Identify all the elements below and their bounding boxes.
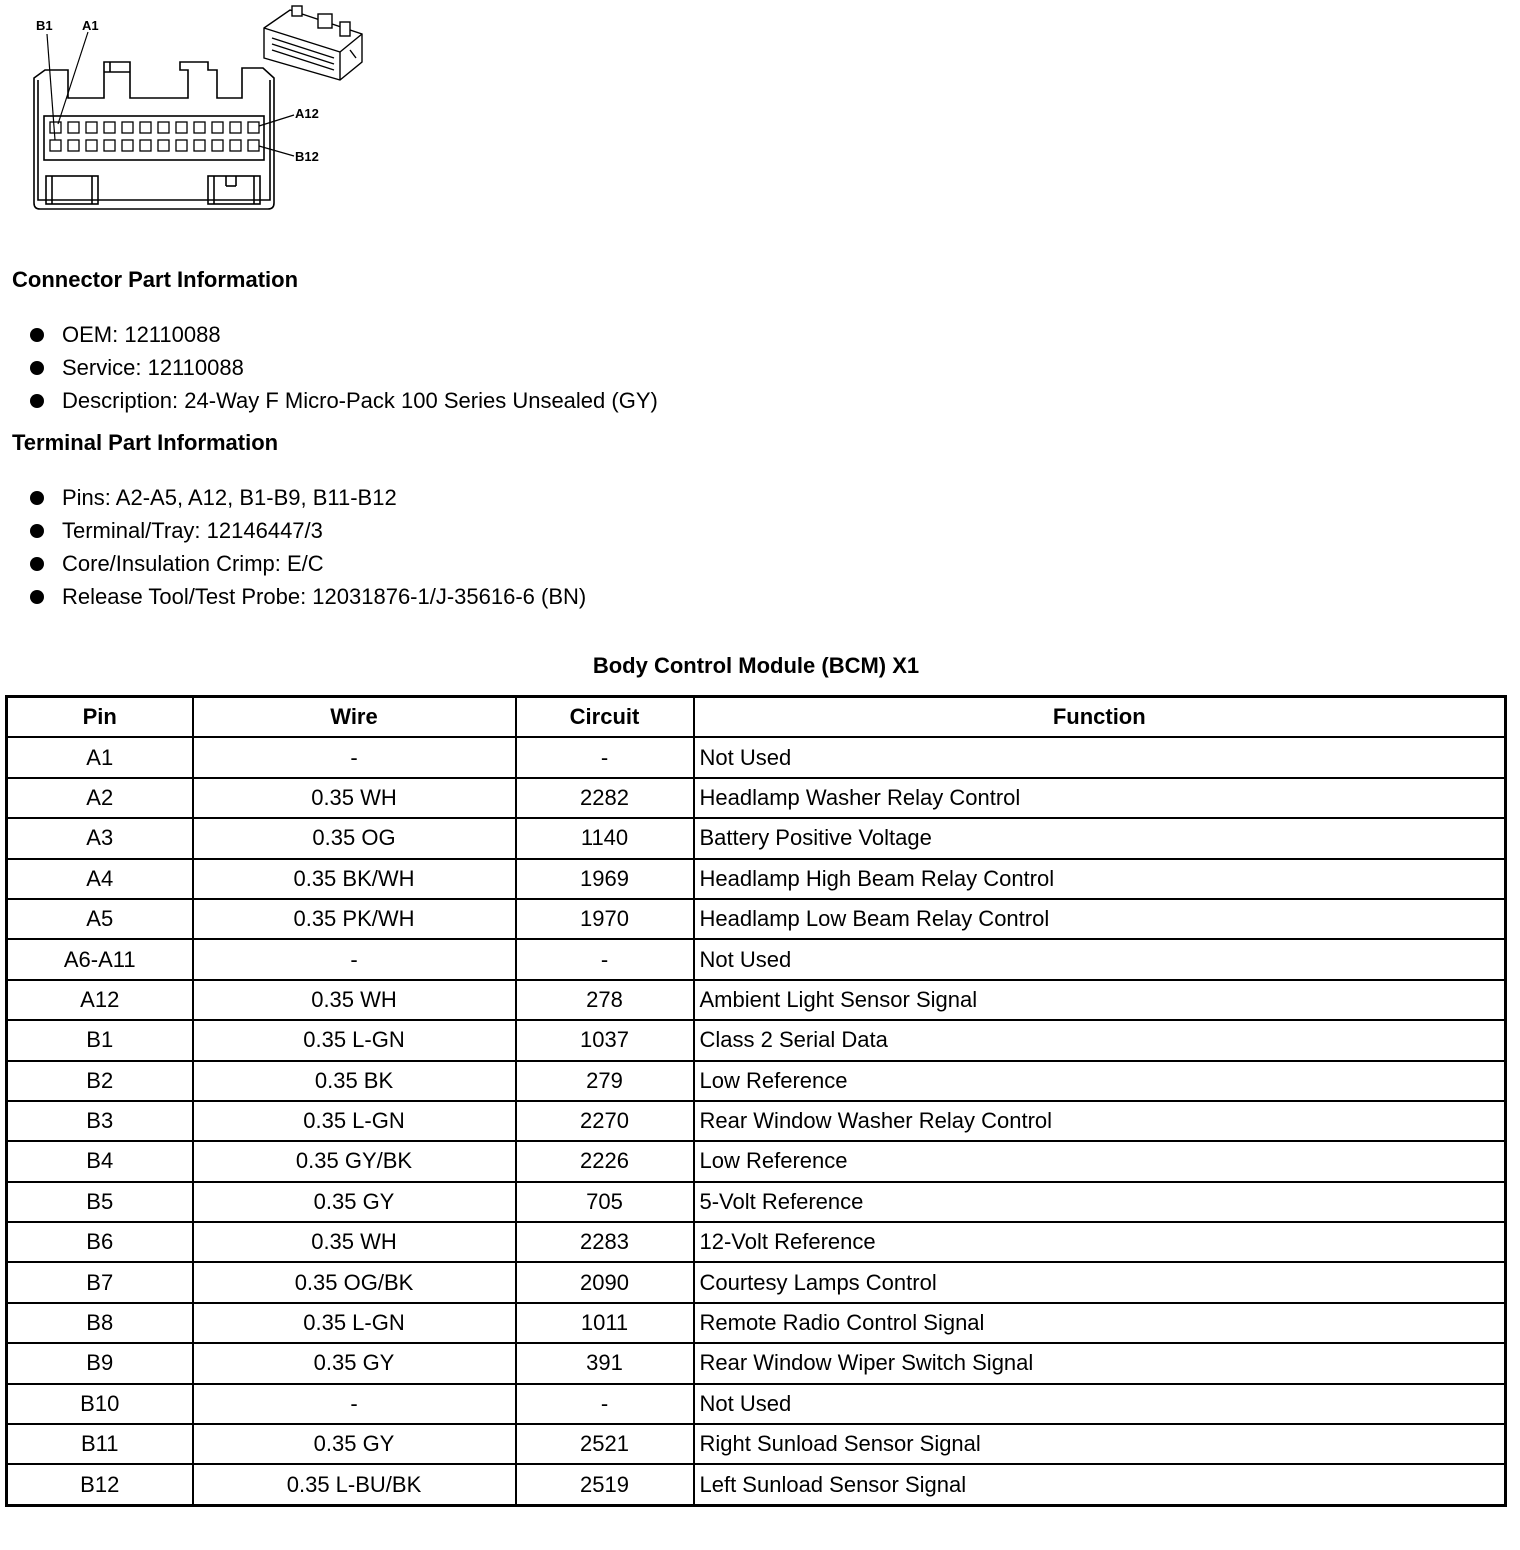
table-row [7, 1262, 1506, 1302]
pin-cell: B1 [7, 1020, 193, 1060]
pin-cell: B2 [7, 1061, 193, 1101]
column-header-pin: Pin [7, 697, 193, 738]
function-cell: 5-Volt Reference [694, 1182, 1506, 1222]
wire-cell: 0.35 GY [193, 1182, 516, 1222]
wire-cell: 0.35 PK/WH [193, 899, 516, 939]
pin-cell: A5 [7, 899, 193, 939]
table-row [7, 1464, 1506, 1505]
table-row [7, 1182, 1506, 1222]
pin-cell: A1 [7, 737, 193, 777]
function-cell: Rear Window Washer Relay Control [694, 1101, 1506, 1141]
pin-label-a12: A12 [295, 106, 319, 121]
table-row [7, 1020, 1506, 1060]
column-header-function: Function [694, 697, 1506, 738]
function-cell: Not Used [694, 939, 1506, 979]
function-cell: Left Sunload Sensor Signal [694, 1464, 1506, 1505]
connector-part-info-heading: Connector Part Information [12, 267, 299, 292]
circuit-cell: 705 [516, 1182, 694, 1222]
pin-cell: B11 [7, 1424, 193, 1464]
list-item: Service: 12110088 [28, 351, 658, 384]
table-row [7, 818, 1506, 858]
circuit-cell: 2521 [516, 1424, 694, 1464]
circuit-cell: 1970 [516, 899, 694, 939]
function-cell: Low Reference [694, 1061, 1506, 1101]
connector-3d-thumbnail [264, 6, 362, 80]
pin-label-a1: A1 [82, 18, 99, 33]
bullet-icon [30, 491, 44, 505]
table-row [7, 1101, 1506, 1141]
terminal-part-info-list [28, 481, 586, 613]
circuit-cell: 1969 [516, 859, 694, 899]
pin-label-b1: B1 [36, 18, 53, 33]
table-row [7, 1303, 1506, 1343]
function-cell: 12-Volt Reference [694, 1222, 1506, 1262]
table-row [7, 1222, 1506, 1262]
circuit-cell: 2519 [516, 1464, 694, 1505]
pin-cell: A12 [7, 980, 193, 1020]
wire-cell: 0.35 GY/BK [193, 1141, 516, 1181]
column-header-wire: Wire [193, 697, 516, 738]
circuit-cell: 2270 [516, 1101, 694, 1141]
list-item: Pins: A2-A5, A12, B1-B9, B11-B12 [28, 481, 586, 514]
pin-cell: A2 [7, 778, 193, 818]
list-item: Release Tool/Test Probe: 12031876-1/J-35616-6 (BN) [28, 580, 586, 613]
pin-cell: B3 [7, 1101, 193, 1141]
list-item: Core/Insulation Crimp: E/C [28, 547, 586, 580]
wire-cell: - [193, 1384, 516, 1424]
circuit-cell: 391 [516, 1343, 694, 1383]
function-cell: Remote Radio Control Signal [694, 1303, 1506, 1343]
pin-cavity-row-b [50, 140, 259, 151]
function-cell: Courtesy Lamps Control [694, 1262, 1506, 1302]
pin-cell: B8 [7, 1303, 193, 1343]
connector-body [34, 62, 274, 209]
circuit-cell: 279 [516, 1061, 694, 1101]
list-item: Terminal/Tray: 12146447/3 [28, 514, 586, 547]
pin-cell: B12 [7, 1464, 193, 1505]
list-item: Description: 24-Way F Micro-Pack 100 Series Unsealed (GY) [28, 384, 658, 417]
wire-cell: 0.35 L-GN [193, 1020, 516, 1060]
pin-table [5, 695, 1507, 1507]
function-cell: Not Used [694, 1384, 1506, 1424]
circuit-cell: 1140 [516, 818, 694, 858]
pin-cell: B10 [7, 1384, 193, 1424]
connector-part-info-list [28, 318, 658, 417]
table-row [7, 1424, 1506, 1464]
table-row [7, 1384, 1506, 1424]
column-header-circuit: Circuit [516, 697, 694, 738]
circuit-cell: - [516, 939, 694, 979]
pin-table-title: Body Control Module (BCM) X1 [592, 653, 920, 678]
connector-face-diagram [0, 0, 400, 230]
pin-cell: A3 [7, 818, 193, 858]
table-row [7, 1061, 1506, 1101]
function-cell: Class 2 Serial Data [694, 1020, 1506, 1060]
list-item: OEM: 12110088 [28, 318, 658, 351]
table-row [7, 939, 1506, 979]
wire-cell: 0.35 BK [193, 1061, 516, 1101]
pin-cell: B5 [7, 1182, 193, 1222]
circuit-cell: - [516, 1384, 694, 1424]
table-row [7, 859, 1506, 899]
table-header-row [7, 697, 1506, 738]
function-cell: Not Used [694, 737, 1506, 777]
bullet-icon [30, 361, 44, 375]
wire-cell: 0.35 BK/WH [193, 859, 516, 899]
wire-cell: - [193, 939, 516, 979]
bullet-icon [30, 590, 44, 604]
bullet-icon [30, 328, 44, 342]
circuit-cell: 278 [516, 980, 694, 1020]
wire-cell: 0.35 WH [193, 1222, 516, 1262]
wire-cell: 0.35 L-BU/BK [193, 1464, 516, 1505]
circuit-cell: - [516, 737, 694, 777]
wire-cell: 0.35 L-GN [193, 1303, 516, 1343]
wire-cell: 0.35 WH [193, 980, 516, 1020]
pin-cell: B9 [7, 1343, 193, 1383]
circuit-cell: 2283 [516, 1222, 694, 1262]
table-row [7, 1343, 1506, 1383]
wire-cell: 0.35 WH [193, 778, 516, 818]
pin-cavity-row-a [50, 122, 259, 133]
function-cell: Right Sunload Sensor Signal [694, 1424, 1506, 1464]
function-cell: Headlamp Low Beam Relay Control [694, 899, 1506, 939]
function-cell: Battery Positive Voltage [694, 818, 1506, 858]
circuit-cell: 2090 [516, 1262, 694, 1302]
pin-cell: A6-A11 [7, 939, 193, 979]
circuit-cell: 1011 [516, 1303, 694, 1343]
table-row [7, 1141, 1506, 1181]
circuit-cell: 2282 [516, 778, 694, 818]
function-cell: Ambient Light Sensor Signal [694, 980, 1506, 1020]
wire-cell: 0.35 OG/BK [193, 1262, 516, 1302]
function-cell: Low Reference [694, 1141, 1506, 1181]
circuit-cell: 2226 [516, 1141, 694, 1181]
pin-label-b12: B12 [295, 149, 319, 164]
function-cell: Headlamp High Beam Relay Control [694, 859, 1506, 899]
pin-cell: B6 [7, 1222, 193, 1262]
pin-cell: B4 [7, 1141, 193, 1181]
circuit-cell: 1037 [516, 1020, 694, 1060]
function-cell: Rear Window Wiper Switch Signal [694, 1343, 1506, 1383]
function-cell: Headlamp Washer Relay Control [694, 778, 1506, 818]
bullet-icon [30, 394, 44, 408]
table-row [7, 899, 1506, 939]
bullet-icon [30, 557, 44, 571]
wire-cell: - [193, 737, 516, 777]
wire-cell: 0.35 OG [193, 818, 516, 858]
terminal-part-info-heading: Terminal Part Information [12, 430, 279, 455]
table-row [7, 980, 1506, 1020]
wire-cell: 0.35 L-GN [193, 1101, 516, 1141]
pin-cell: A4 [7, 859, 193, 899]
pin-leader-lines [47, 32, 294, 156]
table-row [7, 778, 1506, 818]
pin-cell: B7 [7, 1262, 193, 1302]
wire-cell: 0.35 GY [193, 1343, 516, 1383]
table-row [7, 737, 1506, 777]
wire-cell: 0.35 GY [193, 1424, 516, 1464]
bullet-icon [30, 524, 44, 538]
